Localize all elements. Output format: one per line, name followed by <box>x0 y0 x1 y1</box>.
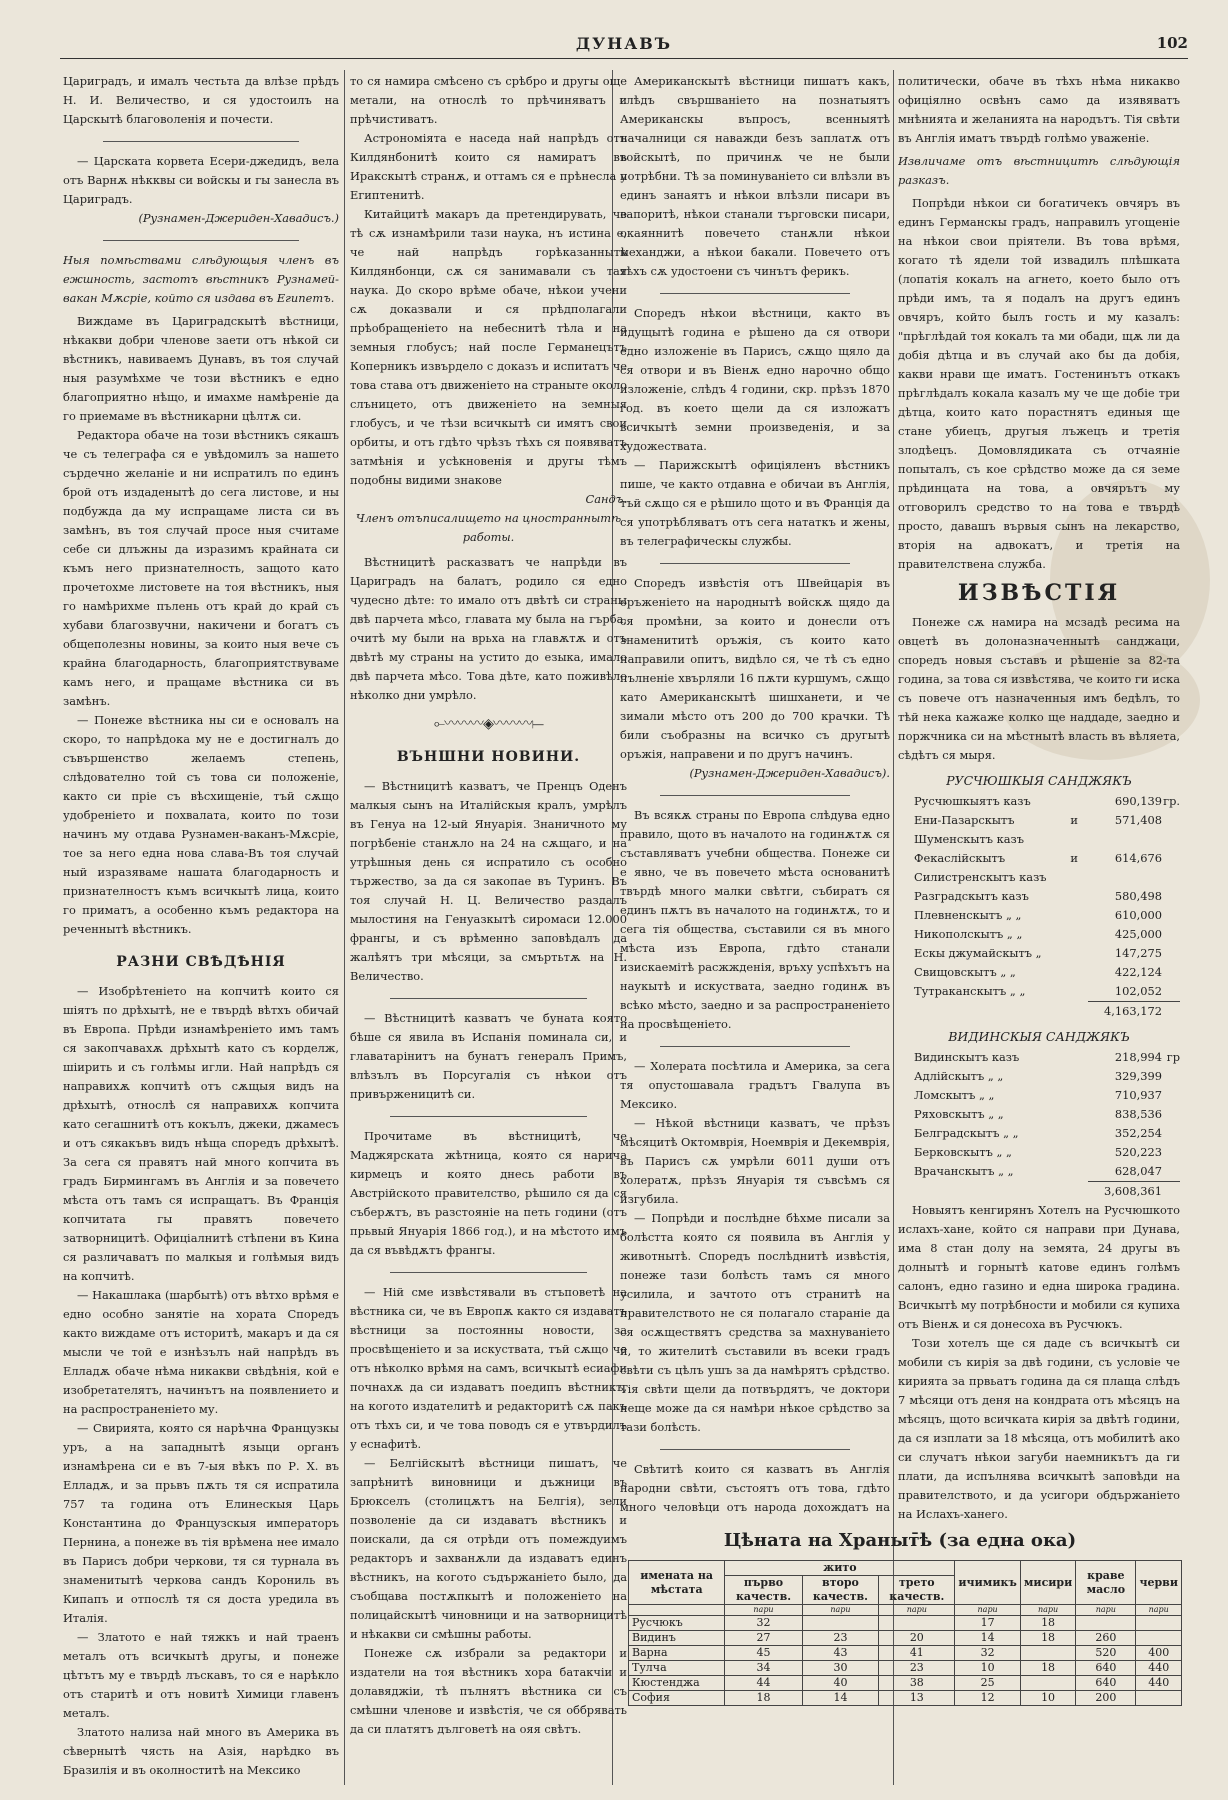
district-amount: 425,000 <box>1114 927 1162 941</box>
article-paragraph: Попрѣди нѣкои си богатичекъ овчяръ въ единъ Германскы градъ, направилъ угощеніе на нѣкои свои пріятели. Въ това врѣмя, когато тѣ ядели той извадилъ плѣшката (лопатія кокалъ на агнето, което было отъ прѣди имъ, та я подалъ на другъ единъ овчяръ, който былъ гость и му казалъ: "прѣглѣдай тоя кокалъ та ми обади, щѫ ли да добія дѣтца и въ случай ако бы да добія, какви нрави ще иматъ. Гостенинътъ откакъ прѣглѣдалъ кокала казалъ му че ще добіе три дѣтца, които като порастнятъ единыя ще стане убиецъ, другыя лъжецъ и третія злодѣецъ. Домовлядиката съ отчаяніе попыталъ, съ кое срѣдство може да ся земе прѣдинцата на това, а овчярътъ му отговорилъ средство то на това е твърдѣ просто, давашъ вървыя сынъ на лекарство, вторія на адвокатъ, и третія на правителствена служба. <box>898 196 1180 571</box>
district-row <box>898 906 1180 925</box>
article-paragraph: — Понеже вѣстника ны си е основалъ на скоро, то напрѣдока му не е достигналъ до съвършенство желаемъ степень, слѣдователно той съ това си положеніе, както си пріе съ вѣсхищеніе, тъй сѫщо удобреніето и похвалата, които по този начинъ му отдава Рузнамен-ваканъ-Мѫсріе, тое за него една нова слава-Въ тоя случай ный изразяваме нашата благодарность и признателностъ къмъ всичкытѣ лица, които го приматъ, а особенно къмъ редактора на реченнытѣ вѣстникъ. <box>63 713 339 936</box>
price-cell <box>1136 1616 1182 1631</box>
district-name: Плевненскытъ „ „ <box>914 908 1022 922</box>
price-cell: 45 <box>725 1646 802 1661</box>
article-paragraph: Свѣтитѣ които ся казватъ въ Англія народни свѣти, състоятъ отъ това, гдѣто много человѣци отъ народа дохождатъ на <box>620 1462 890 1514</box>
price-cell: 520 <box>1076 1646 1136 1661</box>
price-cell: 640 <box>1076 1676 1136 1691</box>
table-row <box>629 1646 1182 1661</box>
unit-cell: пари <box>955 1605 1020 1616</box>
column-rule <box>344 70 345 1785</box>
district-name: Ломскытъ „ „ <box>914 1088 995 1102</box>
price-cell: 18 <box>1020 1616 1075 1631</box>
price-cell: 10 <box>955 1661 1020 1676</box>
price-cell <box>1020 1646 1075 1661</box>
unit-cell: пари <box>1136 1605 1182 1616</box>
district-name: Тутраканскытъ „ „ <box>914 984 1026 998</box>
signature-title: Членъ отъписалището на цностраннытѣ работы. <box>355 511 622 544</box>
column-1 <box>63 72 339 1780</box>
article-paragraph: — Нѣкой вѣстници казватъ, че прѣзъ мѣсяцитѣ Октомврія, Ноемврія и Декемврія, въ Парисъ сѫ умрѣли 6011 души отъ холератѫ, прѣзъ Януарія тя съвсѣмъ ся изгубила. <box>620 1116 890 1206</box>
price-cell: 13 <box>879 1691 955 1706</box>
district-list <box>898 792 1180 1001</box>
article-paragraph: — Вѣстницитѣ казватъ че буната която бѣше ся явила въ Испанія поминала си, и главатарінитъ на бунатъ генералъ Примъ, влѣзълъ въ Порсугалія съ нѣкои отъ привърженицитѣ си. <box>350 1011 627 1101</box>
divider <box>660 795 850 796</box>
article-paragraph: Вѣстницитѣ расказватъ че напрѣди въ Цариградъ на балатъ, родило ся едно чудесно дѣте: то имало отъ двѣтѣ си страны двѣ парчета мѣсо, главата му была на гърба, очитѣ му были на врьха на главѫтѫ и отъ двѣтѣ му страны на устито до езыка, имало двѣ парчета мѣсо. Това дѣте, като поживѣло нѣколко дни умрѣло. <box>350 555 627 702</box>
price-cell: 440 <box>1136 1676 1182 1691</box>
district-amount: 218,994 <box>1114 1050 1162 1064</box>
article-paragraph: Понеже сѫ намира на мсзадѣ ресима на овцетѣ въ долоназначеннытѣ санджаци, споредъ новыя съставъ и рѣшеніе за 82-та година, за това ся извѣстява, че които ги иска съ повече отъ назначенныя имъ бедѣлъ, то тѣй нека кажаже колко ще наддаде, заедно и поржчника си на мѣстнытѣ власть въ вѣляета, сѣдѣтъ ся мыря. <box>898 615 1180 762</box>
district-amount: 571,408 <box>1114 813 1162 827</box>
table-row <box>629 1616 1182 1631</box>
price-cell: 20 <box>879 1631 955 1646</box>
district-name: Свищовскытъ „ „ <box>914 965 1016 979</box>
currency-unit <box>1162 1067 1180 1086</box>
divider <box>660 563 850 564</box>
price-cell <box>1136 1691 1182 1706</box>
price-cell: 25 <box>955 1676 1020 1691</box>
table-row <box>629 1676 1182 1691</box>
district-name: Никополскытъ „ „ <box>914 927 1023 941</box>
district-row <box>898 887 1180 906</box>
unit-cell <box>629 1605 725 1616</box>
district-amount: 610,000 <box>1114 908 1162 922</box>
town-name: Кюстенджа <box>629 1676 725 1691</box>
district-row <box>898 1086 1180 1105</box>
price-cell: 18 <box>725 1691 802 1706</box>
district-row <box>898 944 1180 963</box>
price-cell: 32 <box>955 1646 1020 1661</box>
divider <box>660 293 850 294</box>
district-name: Ескы джумайскытъ „ <box>914 946 1042 960</box>
article-paragraph: Цариградъ, и ималъ честьта да влѣзе прѣдъ Н. И. Величество, и ся удостоилъ на Царскытѣ благоволенія и почести. <box>63 74 339 126</box>
district-row <box>898 1048 1180 1067</box>
district-name: Видинскытъ казъ <box>914 1050 1020 1064</box>
article-paragraph: — Свирията, която ся нарѣчна Французкы уръ, а на западнытѣ языци органъ изнамѣрена си е въ 7-ыя вѣкъ по Р. Х. въ Елладѫ, и за прьвъ пѫть тя ся испратила 757 та година отъ Елинескыя Царь Константина до Французскыя императоръ Пернина, а понеже въ тія врѣмена нее имало въ Парисъ добри черкови, тя ся турнала въ знаменитытѣ черкова сандъ Корониль въ Кипапъ и отпослѣ тя ся доста уредила въ Италія. <box>63 1421 339 1625</box>
currency-unit <box>1162 944 1180 963</box>
district-row <box>898 811 1180 849</box>
district-amount: 102,052 <box>1114 984 1162 998</box>
district-row <box>898 792 1180 811</box>
price-cell: 200 <box>1076 1691 1136 1706</box>
currency-unit <box>1162 982 1180 1001</box>
divider <box>390 1116 587 1117</box>
price-cell: 17 <box>955 1616 1020 1631</box>
price-cell: 27 <box>725 1631 802 1646</box>
district-row <box>898 982 1180 1001</box>
town-name: Варна <box>629 1646 725 1661</box>
district-list <box>898 1048 1180 1181</box>
divider <box>660 1449 850 1450</box>
column-2 <box>350 72 627 1780</box>
column-header: първо качеств. <box>725 1576 802 1605</box>
currency-unit <box>1162 963 1180 982</box>
price-cell: 18 <box>1020 1661 1075 1676</box>
currency-unit <box>1162 887 1180 906</box>
price-cell <box>1136 1631 1182 1646</box>
district-name: Фекаслійскытъ и Силистренскытъ казъ <box>914 851 1078 884</box>
divider <box>660 1046 850 1047</box>
district-row <box>898 1105 1180 1124</box>
article-paragraph: — Вѣстницитѣ казватъ, че Пренцъ Оденъ малкыя сынъ на Италійскыя кралъ, умрѣлъ въ Генуа на 12-ый Януарія. Знаничното му погрѣбеніе станѫло на 24 на сѫщаго, и на утрѣшныя день ся испратило съ особно тържество, за да ся закопае въ Туринъ. Въ тоя случай Н. Ц. Величество раздалъ мылостиня на Генуазкытѣ сиромаси 12.000 франгы, и съ врѣменно заповѣдалъ да жалѣятъ три мѣсяци, за смъртьтѫ на Н. Величество. <box>350 779 627 983</box>
article-paragraph: Понеже сѫ избрали за редактори и издатели на тоя вѣстникъ хора батакчіи и долавяджіи, тѣ пълнятъ вѣстника си съ смѣшни членове и извѣстія, че ся оббрявать да си платятъ дълговетѣ на ояя свѣтъ. <box>350 1646 627 1736</box>
district-row <box>898 963 1180 982</box>
article-paragraph: Споредъ нѣкои вѣстници, както въ идущытѣ година е рѣшено да ся отвори едно изложеніе въ Парисъ, сѫщо щяло да ся отвори и въ Віенѫ едно нарочно общо изложеніе, слѣдъ 4 години, скр. прѣзъ 1870 год. въ което щели да ся изложатъ всичкытѣ земни произведенія, и за художествата. <box>620 306 890 453</box>
price-cell: 34 <box>725 1661 802 1676</box>
district-amount: 520,223 <box>1114 1145 1162 1159</box>
district-amount: 614,676 <box>1114 851 1162 865</box>
price-cell: 640 <box>1076 1661 1136 1676</box>
currency-unit <box>1162 925 1180 944</box>
page-header <box>60 30 1188 59</box>
currency-unit <box>1162 1143 1180 1162</box>
district-name: Адлійскытъ „ „ <box>914 1069 1004 1083</box>
district-name: Белградскытъ „ „ <box>914 1126 1019 1140</box>
signature: Сандъ. <box>585 492 627 506</box>
article-paragraph: Споредъ извѣстія отъ Швейцарія въ оръженіето на народнытѣ войскѫ щядо да ся промѣни, за които и донесли отъ знаменититѣ оръжія, съ които като направили опитъ, видѣло ся, че тѣ съ едно пълненіе хвърляли 16 пѫти куршумъ, сѫщо като Американскытѣ шишханети, и че зимали мѣсто отъ 200 до 700 крачки. Тѣ били съобразны на всичко съ другытѣ оръжія, направени и по другъ начинъ. <box>620 576 890 761</box>
editorial-note: Извличаме отъ вѣстницитѣ слѣдующія разказъ. <box>898 154 1180 187</box>
price-cell: 41 <box>879 1646 955 1661</box>
district-total: 4,163,172 <box>1088 1001 1180 1021</box>
column-header: ичимикъ <box>955 1561 1020 1605</box>
price-cell: 400 <box>1136 1646 1182 1661</box>
unit-cell: пари <box>725 1605 802 1616</box>
unit-cell: пари <box>1076 1605 1136 1616</box>
price-cell: 260 <box>1076 1631 1136 1646</box>
article-paragraph: Новыятъ кенгирянъ Хотелъ на Русчюшкото ислахъ-хане, който ся направи при Дунава, има 8 стан долу на земята, 24 другы въ долнытѣ и горнытѣ катове единъ голѣмъ салонъ, едно газино и една широка градина. Всичкытѣ му потрѣбности и мобили ся купиха отъ Віенѫ и ся донесоха въ Русчюкъ. <box>898 1203 1180 1331</box>
price-cell: 30 <box>802 1661 879 1676</box>
column-3 <box>620 72 890 1520</box>
unit-cell: пари <box>879 1605 955 1616</box>
district-row <box>898 1124 1180 1143</box>
district-amount: 422,124 <box>1114 965 1162 979</box>
divider <box>390 998 587 999</box>
section-heading: РАЗНИ СВѢДѢНІЯ <box>116 954 286 970</box>
price-cell: 23 <box>802 1631 879 1646</box>
price-table-title: Цѣната на Храныт̄ѣ (за една ока) <box>723 1530 1077 1551</box>
article-paragraph: — Холерата посѣтила и Америка, за сега тя опустошавала градътъ Гвалупа въ Мексико. <box>620 1059 890 1111</box>
district-row <box>898 1067 1180 1086</box>
price-cell: 43 <box>802 1646 879 1661</box>
source-citation: (Рузнамен-Джериден-Хавадисъ.) <box>138 211 339 225</box>
article-paragraph: Този хотелъ ще ся даде съ всичкытѣ си мобили съ кирія за двѣ години, съ условіе че кирията за првьатъ година да ся плаща слѣдъ 7 мѣсяци отъ деня на кондрата отъ мѣсяцъ на мѣсяцъ, щото всичката кирія за двѣтѣ години, да ся изплати за 18 мѣсяца, отъ мобилитѣ ако си случатъ нѣкои загуби наемникътъ да ги плати, да испълнява всичкытѣ заповѣди на правителството, и да усигори обдържаніето на Ислахъ-ханего. <box>898 1336 1180 1520</box>
district-name: Ряховскытъ „ „ <box>914 1107 1004 1121</box>
district-row <box>898 849 1180 887</box>
price-cell <box>879 1616 955 1631</box>
notices-heading: ИЗВѢСТІЯ <box>957 580 1121 606</box>
column-header-town: имената на мѣстата <box>629 1561 725 1605</box>
divider <box>390 1272 587 1273</box>
article-paragraph: — Белгійскытѣ вѣстници пишатъ, че запрѣнитѣ виновници и дъжници въ Брюкселъ (столицѫтъ на Белгія), зели позволеніе да си издаватъ вѣстникъ и поискали, да ся отрѣди отъ помеждуимъ редакторъ и захванѫли да издаватъ единъ вѣстникъ, на когото съдържаніето было, да съобщава постѫпкытѣ и положеніето на полицайскытѣ чиновници и на затворницитѣ и нѣкакви си смѣшны работы. <box>350 1456 627 1641</box>
district-name: Берковскытъ „ „ <box>914 1145 1012 1159</box>
price-table <box>628 1560 1182 1706</box>
district-amount: 352,254 <box>1114 1126 1162 1140</box>
article-paragraph: — Царската корвета Есери-джедидъ, вела отъ Варнѫ нѣкквы си войскы и гы занесла въ Цариградъ. <box>63 154 339 206</box>
price-cell <box>1020 1676 1075 1691</box>
page-number: 102 <box>1156 34 1188 52</box>
district-amount: 690,139 <box>1114 794 1162 808</box>
section-heading: ВЪНШНИ НОВИНИ. <box>396 749 581 765</box>
column-group-zhito: жито <box>725 1561 955 1576</box>
price-cell: 14 <box>955 1631 1020 1646</box>
district-row <box>898 1143 1180 1162</box>
district-amount: 838,536 <box>1114 1107 1162 1121</box>
currency-unit <box>1162 849 1180 887</box>
article-paragraph: Астрономіята е наседа най напрѣдъ отъ Килдянбонитѣ които ся намиратъ въ Иракскытѣ странѫ, и оттамъ ся е прѣнесла у Египтенитѣ. <box>350 131 627 202</box>
town-name: Русчюкъ <box>629 1616 725 1631</box>
masthead: ДУНАВЪ <box>575 34 673 53</box>
article-paragraph: политически, обаче въ тѣхъ нѣма никакво офиціялно освѣнъ само да изявяватъ мнѣнията и желанията на народътъ. Тія свѣти въ Англія иматъ твърдѣ голѣмо уваженіе. <box>898 74 1180 145</box>
article-paragraph: то ся намира смѣсено съ срѣбро и другы още метали, на относлѣ то прѣчиняватъ и прѣчистиватъ. <box>350 74 627 126</box>
district-amount: 329,399 <box>1114 1069 1162 1083</box>
price-cell: 44 <box>725 1676 802 1691</box>
article-paragraph: Китайцитѣ макаръ да претендирувать, че тѣ сѫ изнамѣрили тази наука, нъ истина е, че най напрѣдъ горѣказаннытѣ Килдянбонци, сѫ ся занимавали съ тая наука. До скоро врѣме обаче, нѣкои учени сѫ доказвали и ся прѣдполагали прѣобращеніето на небеснитѣ тѣла и на земныя глобусъ; най после Германецътъ Коперникъ извърдело с доказъ и испитатъ че това става отъ движеніето на страныте около слъницето, отъ движеніето на земныя глобусъ, и че тѣзи всичкытѣ си имятъ свои орбиты, и отъ гдѣто чрѣзъ тѣхъ ся появяватъ затмѣнія и усѣкновенія и другы тѣмъ подобны видими знакове <box>350 207 627 487</box>
article-paragraph: — Изобрѣтеніето на копчитѣ които ся шіятъ по дрѣхытѣ, не е твърдѣ вѣтхъ обичай въ Европа. Прѣди изнамѣреніето имъ тамъ ся закопчавахѫ дрѣхытѣ като съ корделж, шіирить и съ голѣмы игли. Най напрѣдъ ся направихѫ копчитѣ отъ сѫщыя видъ на дрѣхытѣ, относлѣ ся направихѫ копчита като сегашнитѣ отъ кокълъ, джеки, джамесъ и отъ сякакъвъ видъ нѣща споредъ дрѣхытѣ. За сега ся правятъ най много копчита въ градъ Бирмингамъ въ Англія и за повечето мѣста отъ тамъ ся испращатъ. Въ Франція копчитата гы правятъ повечето затворницитѣ. Офиціалнитѣ стѣпени въ Кина ся различаватъ по малкыя и голѣмыя видъ на копчитѣ. <box>63 984 339 1283</box>
column-header: трето качеств. <box>879 1576 955 1605</box>
currency-unit <box>1162 1124 1180 1143</box>
district-amount: 580,498 <box>1114 889 1162 903</box>
table-row <box>629 1691 1182 1706</box>
district-name: Ени-Пазарскытъ и Шуменскытъ казъ <box>914 813 1078 846</box>
article-paragraph: — Златото е най тяжкъ и най траенъ металъ отъ всичкытѣ другы, и понеже цѣтътъ му е твърдѣ лъскавъ, то ся е нарѣкло отъ старитѣ и отъ новитѣ Химици главенъ металъ. <box>63 1630 339 1720</box>
column-header: второ качеств. <box>802 1576 879 1605</box>
district-name: Врачанскытъ „ „ <box>914 1164 1014 1178</box>
column-rule <box>893 70 894 1785</box>
town-name: София <box>629 1691 725 1706</box>
currency-unit <box>1162 1105 1180 1124</box>
column-header: черви <box>1136 1561 1182 1605</box>
price-cell: 12 <box>955 1691 1020 1706</box>
article-paragraph: Американскытѣ вѣстници пишатъ какъ, слѣдъ свършваніето на познатыятъ Американскы въпросъ, всенныятѣ началници ся наважди безъ заплатѫ отъ войскытѣ, по причинѫ че не были потрѣбни. Тѣ за поминуваніето си влѣзли въ единъ занаятъ и нѣкои влѣзли писари въ вапоритѣ, нѣкои станали търговски писари, окаяннитѣ повечето станѫли нѣкои механджи, а нѣкои бакали. Повечето отъ тѣхъ сѫ удостоени съ чинътъ ферикъ. <box>620 74 890 278</box>
district-amount: 147,275 <box>1114 946 1162 960</box>
column-header: мисири <box>1020 1561 1075 1605</box>
article-paragraph: Прочитаме въ вѣстницитѣ, че Маджярската жѣтница, която ся нарича кирмецъ и която днесь работи въ Австрійското правителство, рѣшило ся да ся съберѫтъ, въ разстояніе на петь години (отъ прьвый Януарія 1866 год.), и на мѣстото имъ да ся въвѣдѫтъ франгы. <box>350 1129 627 1257</box>
divider <box>103 141 299 142</box>
currency-unit: гр <box>1166 1050 1180 1064</box>
town-name: Видинъ <box>629 1631 725 1646</box>
article-paragraph: Златото нализа най много въ Америка въ сѣвернытѣ чясть на Азія, нарѣдко въ Бразилія и въ околноститѣ на Мексико <box>63 1725 339 1777</box>
price-cell: 440 <box>1136 1661 1182 1676</box>
article-paragraph: Редактора обаче на този вѣстникъ сякашъ че съ телеграфа ся е увѣдомилъ за нашето сърдечно желаніе и ни испратилъ по единъ брой отъ издаденытѣ до сега листове, и ны подбужда да му испращаме листа си въ замѣнъ, въ тоя случай просе ныя считаме себе си длъжны да изразимъ крайната си къмъ него признателность, защото като прочетохме листовете на тоя вѣстникъ, ныя го намѣрихме пълень отъ край до край съ хубави благозвучни, накичени и богатъ съ общеполезны новины, за които ныя вече съ крайна благодарность, благоприятствуваме камъ него, и пращаме вѣстника си въ замѣнъ. <box>63 428 339 708</box>
district-heading: РУСЧЮШКЫЯ САНДЖЯКЪ <box>946 773 1132 788</box>
table-row <box>629 1631 1182 1646</box>
town-name: Тулча <box>629 1661 725 1676</box>
article-paragraph: — Попрѣди и послѣдне бѣхме писали за болѣстта която ся появила въ Англія у животнытѣ. Споредъ послѣднитѣ извѣстія, понеже тази болѣсть тамъ ся много усилила, и зачтото отъ странитѣ на правителството не ся полагало стараніе да ся осѫществятъ средства за махнуваніето й, то жителитѣ съставили въ всеки градъ свѣти съ цѣлъ ушъ за да намѣрятъ срѣдство. Тія свѣти щели да потвърдятъ, че доктори неще може да ся намѣри нѣкое срѣдство за тази болѣсть. <box>620 1211 890 1434</box>
price-cell: 23 <box>879 1661 955 1676</box>
currency-unit <box>1162 811 1180 849</box>
price-cell <box>1076 1616 1136 1631</box>
currency-unit <box>1162 1162 1180 1181</box>
district-row <box>898 1162 1180 1181</box>
district-row <box>898 925 1180 944</box>
price-cell: 38 <box>879 1676 955 1691</box>
article-paragraph: — Накашлака (шарбытѣ) отъ вѣтхо врѣмя е едно особно занятіе на хората Споредъ както виждаме отъ историтѣ, макаръ и да ся мысли че той е изнѣзълъ най напрѣдъ въ Елладѫ обаче нѣма никакви свѣдѣнія, кой е изобретателятъ, начинътъ на появлението и на распространеніето му. <box>63 1288 339 1416</box>
district-name: Русчюшкыятъ казъ <box>914 794 1031 808</box>
source-citation: (Рузнамен-Джериден-Хавадисъ). <box>689 766 890 780</box>
price-cell: 40 <box>802 1676 879 1691</box>
district-total: 3,608,361 <box>1088 1181 1180 1201</box>
price-cell: 14 <box>802 1691 879 1706</box>
district-amount: 710,937 <box>1114 1088 1162 1102</box>
district-heading: ВИДИНСКЫЯ САНДЖЯКЪ <box>948 1029 1130 1044</box>
price-cell <box>802 1616 879 1631</box>
price-cell: 32 <box>725 1616 802 1631</box>
article-paragraph: Виждаме въ Цариградскытѣ вѣстници, нѣкакви добри членове заети отъ нѣкой си вѣстникъ, навиваемъ Дунавъ, въ тоя случай ныя разумѣхме че този вѣстникъ е едно благоприятно нѣщо, и имахме намѣреніе да го приемаме въ вѣстникарни цѣлтѫ си. <box>63 314 339 423</box>
article-paragraph: — Парижскытѣ офиціяленъ вѣстникъ пише, че както отдавна е обичаи въ Англія, тъй сѫщо ся е рѣшило щото и въ Франція да ся употрѣбляватъ отъ сега нататкъ и жены, въ телеграфическы службы. <box>620 458 890 548</box>
district-name: Разградскытъ казъ <box>914 889 1029 903</box>
district-amount: 628,047 <box>1114 1164 1162 1178</box>
unit-cell: пари <box>1020 1605 1075 1616</box>
column-4 <box>898 72 1180 1520</box>
price-cell: 18 <box>1020 1631 1075 1646</box>
article-paragraph: Въ всякѫ страны по Европа слѣдува едно правило, щото въ началото на годинѫтѫ ся съставляватъ учебни общества. Понеже си е явно, че въ повечето мѣста основанитѣ твърдѣ много малки свѣтги, събиратъ ся единъ пѫтъ въ началото на годинѫтѫ, то и сега тія общества, съставили ся въ много мѣста изъ Европа, гдѣто станали изискаемітѣ расжжденія, връху успѣхътъ на наукытѣ и искуствата, заедно годинѫ въ всѣко мѣсто, заедно и за распространеніето на просвѣщеніето. <box>620 808 890 1031</box>
editorial-note: Ныя помѣствами слѣдующыя членъ въ ежшность, застотъ вѣстникъ Рузнамей-вакан Мѫсріе, който ся издава въ Египетъ. <box>63 253 339 305</box>
column-header: краве масло <box>1076 1561 1136 1605</box>
currency-unit <box>1162 1086 1180 1105</box>
table-row <box>629 1661 1182 1676</box>
unit-cell: пари <box>802 1605 879 1616</box>
ornament-divider: ⟜〰〰〰◈〰〰〰⟝ <box>433 716 544 732</box>
divider <box>103 240 299 241</box>
currency-unit: гр. <box>1163 794 1180 808</box>
price-cell: 10 <box>1020 1691 1075 1706</box>
article-paragraph: — Ній сме извѣстявали въ стъповетѣ на вѣстника си, че въ Европѫ както ся издаватъ вѣстници за постоянны новости, за просвѣщеніето и за искуствата, тъй сѫщо че отъ нѣколко врѣмя на самъ, всичкытѣ есиафи почнахѫ да си издаватъ поедипъ вѣстникъ, на когото издателитѣ и редакторитѣ сѫ пакъ отъ тѣхъ си, и че това поводъ ся е утвърдилъ у еснафитѣ. <box>350 1285 627 1451</box>
currency-unit <box>1162 906 1180 925</box>
